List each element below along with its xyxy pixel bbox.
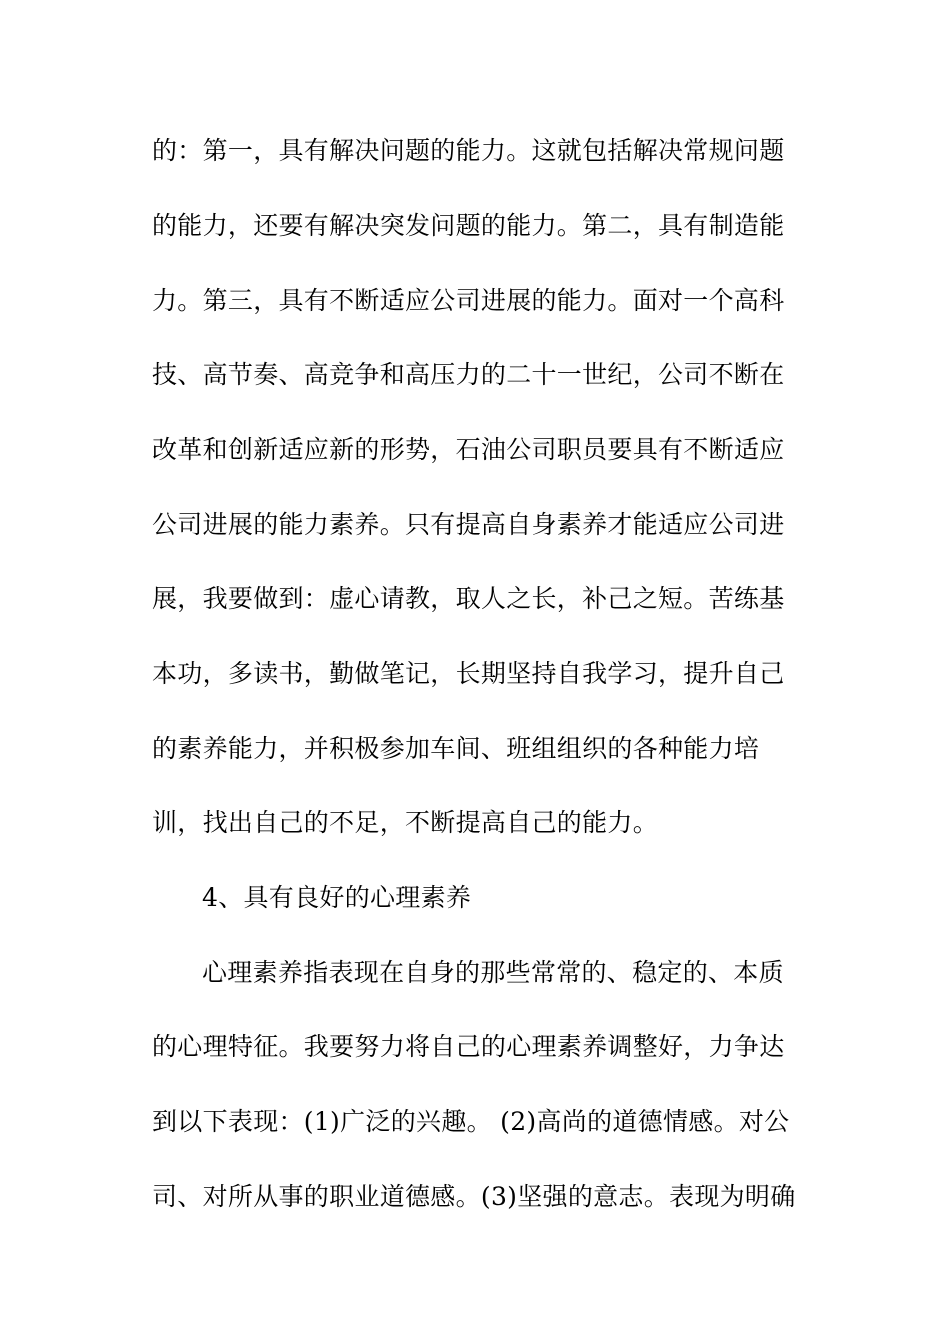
- paragraph-line: 司、对所从事的职业道德感。(3)坚强的意志。表现为明确: [152, 1182, 796, 1211]
- paragraph-line: 训，找出自己的不足，不断提高自己的能力。: [152, 808, 659, 837]
- paragraph-line: 心理素养指表现在自身的那些常常的、稳定的、本质: [202, 958, 784, 987]
- paragraph-line: 的能力，还要有解决突发问题的能力。第二，具有制造能: [152, 211, 785, 240]
- paragraph-line: 技、高节奏、高竞争和高压力的二十一世纪，公司不断在: [152, 360, 785, 389]
- section-heading: 4、具有良好的心理素养: [202, 883, 472, 912]
- paragraph-line: 改革和创新适应新的形势，石油公司职员要具有不断适应: [152, 435, 785, 464]
- paragraph-line: 的素养能力，并积极参加车间、班组组织的各种能力培: [152, 734, 760, 763]
- paragraph-line: 的心理特征。我要努力将自己的心理素养调整好，力争达: [152, 1032, 785, 1061]
- paragraph-line: 展，我要做到：虚心请教，取人之长，补己之短。苦练基: [152, 584, 785, 613]
- paragraph-line: 的：第一，具有解决问题的能力。这就包括解决常规问题: [152, 136, 785, 165]
- paragraph-line: 到以下表现：(1)广泛的兴趣。 (2)高尚的道德情感。对公: [152, 1107, 790, 1136]
- paragraph-line: 力。第三，具有不断适应公司进展的能力。面对一个高科: [152, 286, 785, 315]
- paragraph-line: 公司进展的能力素养。只有提高自身素养才能适应公司进: [152, 510, 785, 539]
- paragraph-line: 本功，多读书，勤做笔记，长期坚持自我学习，提升自己: [152, 659, 785, 688]
